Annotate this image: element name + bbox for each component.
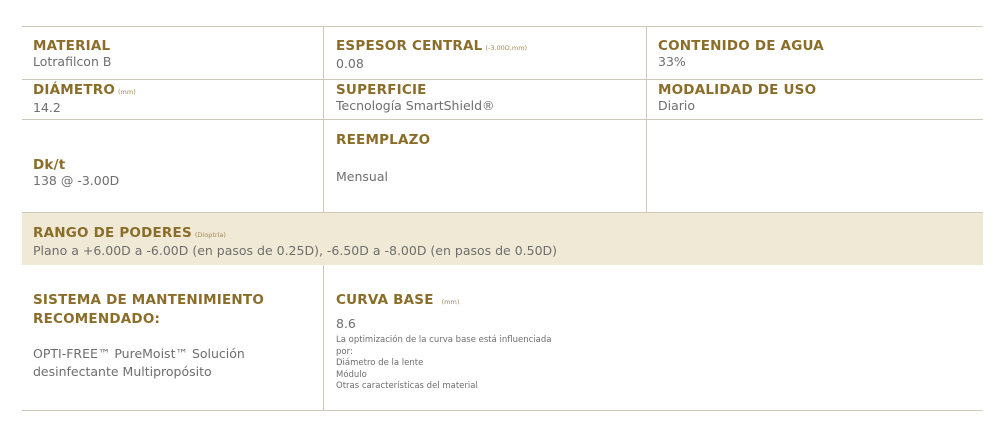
- material-cell: [33, 38, 111, 69]
- table-rule: [22, 119, 983, 120]
- espesor-label: ESPESOR CENTRAL: [336, 38, 483, 54]
- table-rule: [22, 26, 983, 27]
- curva-unit: (mm): [441, 298, 460, 306]
- dkt-cell: [33, 157, 119, 188]
- modalidad-value: Diario: [658, 98, 696, 113]
- column-divider: [323, 265, 324, 410]
- material-label: MATERIAL: [33, 38, 111, 54]
- mantenimiento-label-1: SISTEMA DE MANTENIMIENTO: [33, 292, 265, 308]
- superficie-value: Tecnología SmartShield®: [336, 98, 495, 113]
- modalidad-cell: [658, 82, 816, 113]
- rango-cell: [33, 225, 557, 258]
- curva-value: 8.6: [336, 316, 356, 331]
- rango-value: Plano a +6.00D a -6.00D (en pasos de 0.25D), -6.50D a -8.00D (en pasos de 0.50D): [33, 243, 558, 258]
- agua-label: CONTENIDO DE AGUA: [658, 38, 824, 54]
- column-divider: [646, 26, 647, 212]
- diametro-cell: [33, 82, 136, 115]
- table-rule: [22, 410, 983, 411]
- dkt-label: Dk/t: [33, 157, 66, 173]
- agua-cell: [658, 38, 824, 69]
- curva-note: La optimización de la curva base está influenciada: [336, 335, 552, 345]
- diametro-label: DIÁMETRO: [33, 82, 116, 98]
- mantenimiento-label-2: RECOMENDADO:: [33, 311, 161, 327]
- dkt-value: 138 @ -3.00D: [33, 173, 120, 188]
- curva-note: Módulo: [336, 369, 367, 380]
- column-divider: [323, 26, 324, 212]
- mantenimiento-cell: [33, 291, 264, 381]
- mantenimiento-value-2: desinfectante Multipropósito: [33, 364, 212, 379]
- diametro-unit: (mm): [118, 88, 136, 96]
- curva-note: Diámetro de la lente: [336, 358, 424, 368]
- table-rule: [22, 79, 983, 80]
- agua-value: 33%: [658, 54, 686, 69]
- diametro-value: 14.2: [33, 100, 61, 115]
- espesor-cell: [336, 38, 527, 71]
- rango-label: RANGO DE PODERES: [33, 225, 192, 241]
- mantenimiento-value-1: OPTI-FREE™ PureMoist™ Solución: [33, 346, 245, 361]
- modalidad-label: MODALIDAD DE USO: [658, 82, 817, 98]
- curva-note: por:: [336, 346, 353, 357]
- material-value: Lotrafilcon B: [33, 54, 112, 69]
- espesor-unit: (-3.00D,mm): [485, 44, 528, 52]
- espesor-value: 0.08: [336, 56, 364, 71]
- superficie-label: SUPERFICIE: [336, 82, 427, 98]
- reemplazo-value: Mensual: [336, 169, 388, 184]
- reemplazo-cell: [336, 132, 430, 184]
- superficie-cell: [336, 82, 495, 113]
- reemplazo-label: REEMPLAZO: [336, 132, 431, 148]
- curva-note: Otras características del material: [336, 381, 478, 391]
- curva-label: CURVA BASE: [336, 292, 434, 308]
- rango-unit: (Dioptría): [194, 231, 226, 239]
- curva-cell: [336, 291, 552, 393]
